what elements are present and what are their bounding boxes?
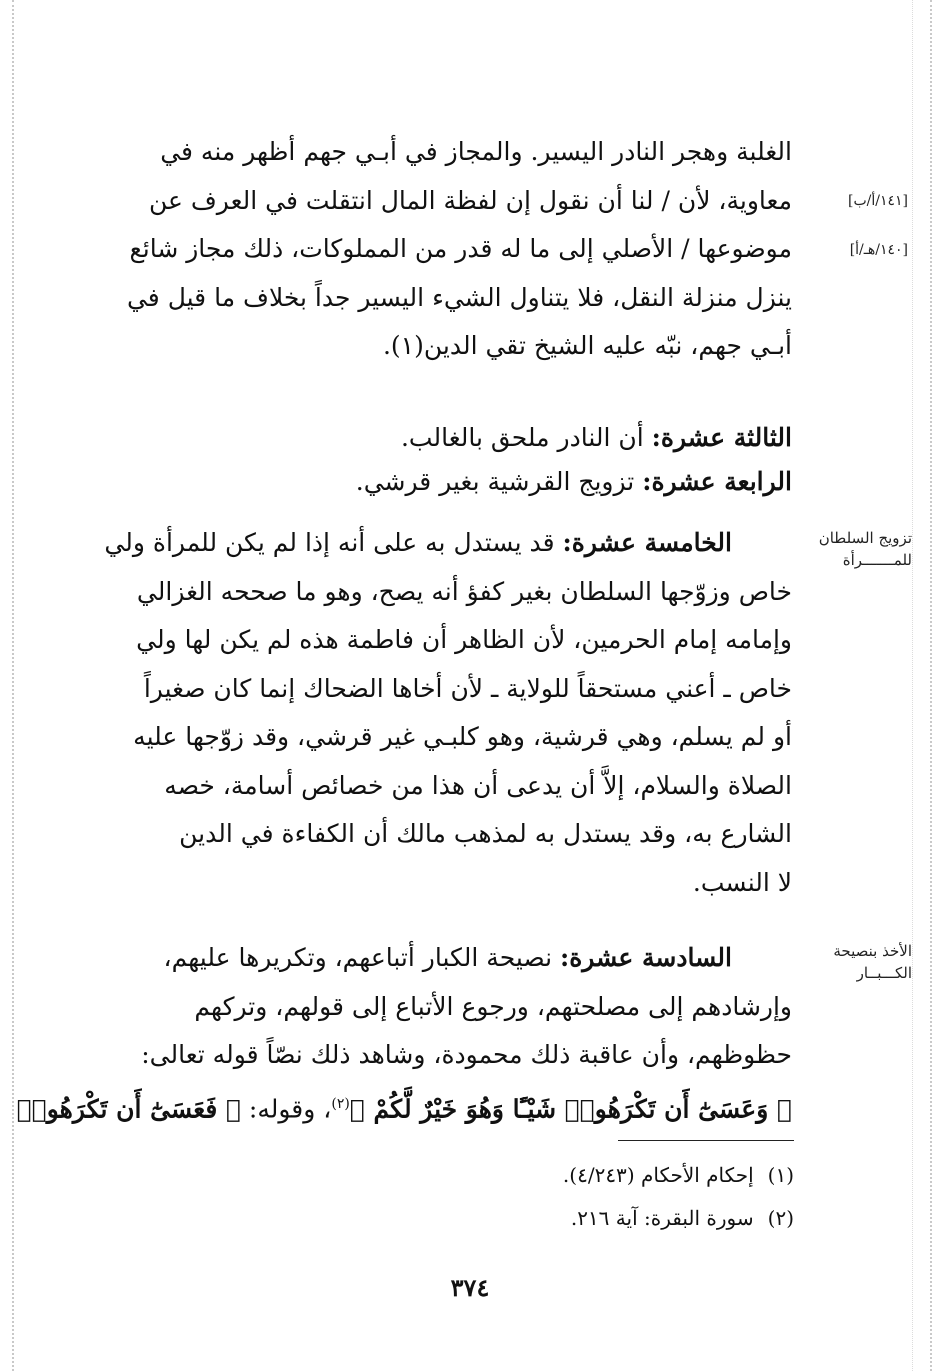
point-fourteen (120, 458, 852, 507)
body-line: موضوعها / الأصلي إلى ما له قدر من المملوكات، ذلك مجاز شائع (129, 234, 792, 263)
body-line: الشارع به، وقد يستدل به لمذهب مالك أن الكفاءة في الدين (179, 819, 792, 848)
body-line: أبـي جهم، نبّه عليه الشيخ تقي الدين(١). (382, 331, 792, 360)
body-line: لا النسب. (692, 867, 792, 897)
footnote-text: إحكام الأحكام (٤/٢٤٣). (562, 1163, 754, 1187)
quran-verse: ﴿ فَعَسَىٰٓ أَن تَكْرَهُوا۟ (16, 1093, 241, 1123)
point-text: نصيحة الكبار أتباعهم، وتكريرها عليهم، (163, 943, 560, 972)
scan-edge-right (930, 0, 932, 1371)
body-line: ينزل منزلة النقل، فلا يتناول الشيء اليسير جداً بخلاف ما قيل في (126, 282, 792, 312)
body-text: ، وقوله: (240, 1093, 332, 1123)
body-line: الغلبة وهجر النادر اليسير. والمجاز في أبـي جهم أظهر منه في (160, 137, 792, 166)
manuscript-ref-1: [١٤١/أ/ب] (848, 193, 908, 209)
side-note-sultan-marriage (802, 527, 912, 571)
point-label: الثالثة عشرة: (651, 423, 792, 452)
scan-edge-right-inner (912, 0, 913, 1371)
body-line: أو لم يسلم، وهي قرشية، وهو كلبـي غير قرشي، وقد زوّجها عليه (133, 722, 792, 751)
footnote-2 (300, 1205, 794, 1231)
point-text: أن النادر ملحق بالغالب. (400, 423, 652, 452)
point-fifteen (104, 519, 792, 907)
body-line: حظوظهم، وأن عاقبة ذلك محمودة، وشاهد ذلك نصّاً قوله تعالى: (141, 1040, 792, 1069)
side-note-line: تزويج السلطان (818, 529, 912, 547)
manuscript-ref-2: [١٤٠/هـ/أ] (849, 242, 908, 258)
side-note-line: للمـــــــرأة (842, 551, 912, 569)
page-number: ٣٧٤ (450, 1273, 490, 1302)
side-note-line: الأخذ بنصيحة (833, 942, 912, 960)
quran-line (16, 1080, 792, 1134)
opening-paragraph (120, 128, 792, 371)
body-line (104, 519, 792, 568)
quran-verse: ﴿ وَعَسَىٰٓ أَن تَكْرَهُوا۟ شَيْـًٔا وَهُوَ خَيْرٌ لَّكُمْ ﴾ (349, 1093, 792, 1123)
footnote-1 (300, 1162, 794, 1188)
body-line: خاص وزوّجها السلطان بغير كفؤ أنه يصح، وهو ما صححه الغزالي (136, 576, 792, 606)
scan-edge-left (12, 0, 14, 1371)
footnote-number: (١) (767, 1163, 794, 1187)
point-label: السادسة عشرة: (559, 943, 732, 972)
point-text: تزويج القرشية بغير قرشي. (355, 467, 643, 496)
point-label: الخامسة عشرة: (562, 528, 732, 557)
point-thirteen (120, 414, 852, 463)
body-line: خاص ـ أعني مستحقاً للولاية ـ لأن أخاها الضحاك إنما كان صغيراً (143, 673, 792, 703)
footnote-text: سورة البقرة: آية ٢١٦. (570, 1206, 754, 1230)
footnote-number: (٢) (767, 1206, 794, 1230)
body-line: معاوية، لأن / لنا أن نقول إن لفظة المال انتقلت في العرف عن (148, 185, 792, 215)
side-note-line: الكـــبــار (856, 964, 912, 982)
body-line: الصلاة والسلام، إلاَّ أن يدعى أن هذا من خصائص أسامة، خصه (164, 770, 792, 800)
footnote-marker: (٢) (331, 1095, 350, 1112)
body-line: وإمامه إمام الحرمين، لأن الظاهر أن فاطمة هذه لم يكن لها ولي (136, 625, 792, 654)
body-line (120, 934, 792, 983)
body-line: وإرشادهم إلى مصلحتهم، ورجوع الأتباع إلى قولهم، وتركهم (194, 991, 792, 1021)
point-sixteen (16, 934, 792, 1133)
footnote-separator (618, 1140, 794, 1141)
point-text: قد يستدل به على أنه إذا لم يكن للمرأة ولي (104, 528, 563, 557)
side-note-elders-advice (802, 940, 912, 984)
point-label: الرابعة عشرة: (642, 467, 792, 496)
